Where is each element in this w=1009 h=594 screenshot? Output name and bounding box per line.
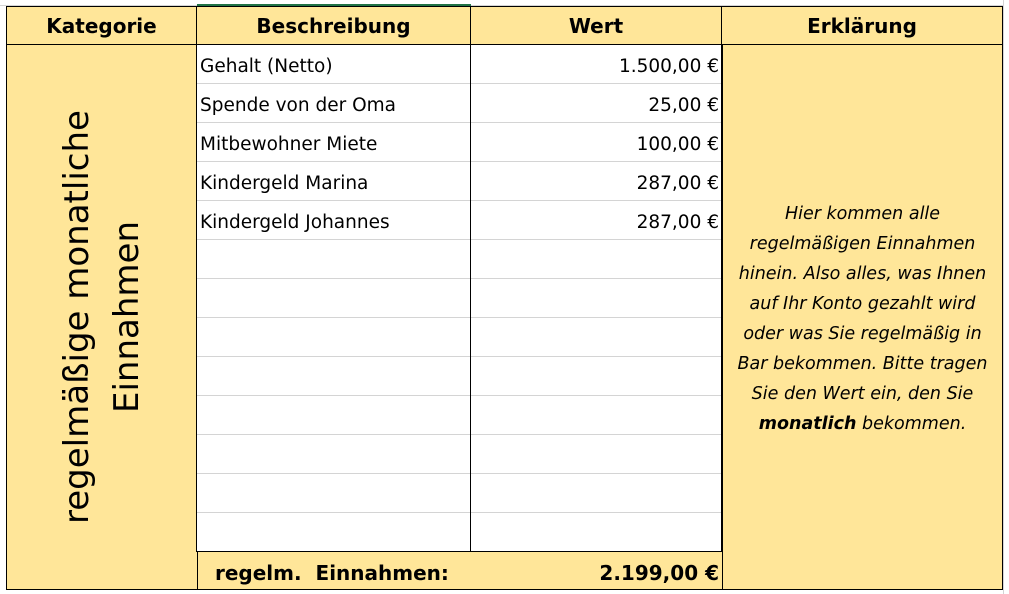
explanation-text-end: bekommen. [856,414,967,434]
row-value[interactable]: 287,00 € [636,212,719,233]
total-row[interactable] [197,551,722,590]
row-description[interactable]: Kindergeld Johannes [200,212,390,233]
row-description[interactable]: Spende von der Oma [200,95,397,116]
explanation-text [727,199,998,439]
category-label [52,47,152,587]
explanation-text-main: Hier kommen alle regelmäßigen Einnahmen hinein. Also alles, was Ihnen auf Ihr Konto gezahlt wird oder was Sie regelmäßig in Bar bekommen. Bitte tragen Sie den Wert ein, den Sie [737,204,988,404]
table-row[interactable] [197,435,722,474]
row-description[interactable]: Gehalt (Netto) [200,56,333,77]
header-kategorie[interactable] [6,6,197,45]
header-wert-label: Wert [568,13,624,38]
column-border-middle [470,45,471,552]
explanation-cell[interactable] [722,45,1003,590]
table-row[interactable] [197,201,722,240]
header-erklaerung-label: Erklärung [807,13,917,38]
table-row[interactable] [197,396,722,435]
row-value[interactable]: 1.500,00 € [618,56,719,77]
category-cell[interactable] [6,45,197,590]
table-row[interactable] [197,240,722,279]
table-row[interactable] [197,162,722,201]
row-description[interactable]: Mitbewohner Miete [200,134,378,155]
header-beschreibung[interactable] [197,6,471,45]
row-value[interactable]: 25,00 € [648,95,719,116]
total-label: regelm. Einnahmen: [215,561,449,585]
table-row[interactable] [197,279,722,318]
total-value[interactable]: 2.199,00 € [599,561,719,585]
row-description[interactable]: Kindergeld Marina [200,173,369,194]
explanation-emphasis: monatlich [758,414,857,434]
table-row[interactable] [197,45,722,84]
row-value[interactable]: 100,00 € [636,134,719,155]
header-beschreibung-label: Beschreibung [256,13,411,38]
category-label-line2: Einnahmen [107,221,147,413]
table-row[interactable] [197,123,722,162]
header-erklaerung[interactable] [722,6,1003,45]
table-row[interactable] [197,318,722,357]
sheet-right-edge [1003,0,1009,594]
header-wert[interactable] [471,6,722,45]
row-value[interactable]: 287,00 € [636,173,719,194]
table-row[interactable] [197,513,722,552]
column-border-left [196,45,197,552]
table-row[interactable] [197,357,722,396]
header-kategorie-label: Kategorie [46,13,157,38]
table-row[interactable] [197,474,722,513]
table-row[interactable] [197,84,722,123]
category-label-line1: regelmäßige monatliche [57,110,97,524]
